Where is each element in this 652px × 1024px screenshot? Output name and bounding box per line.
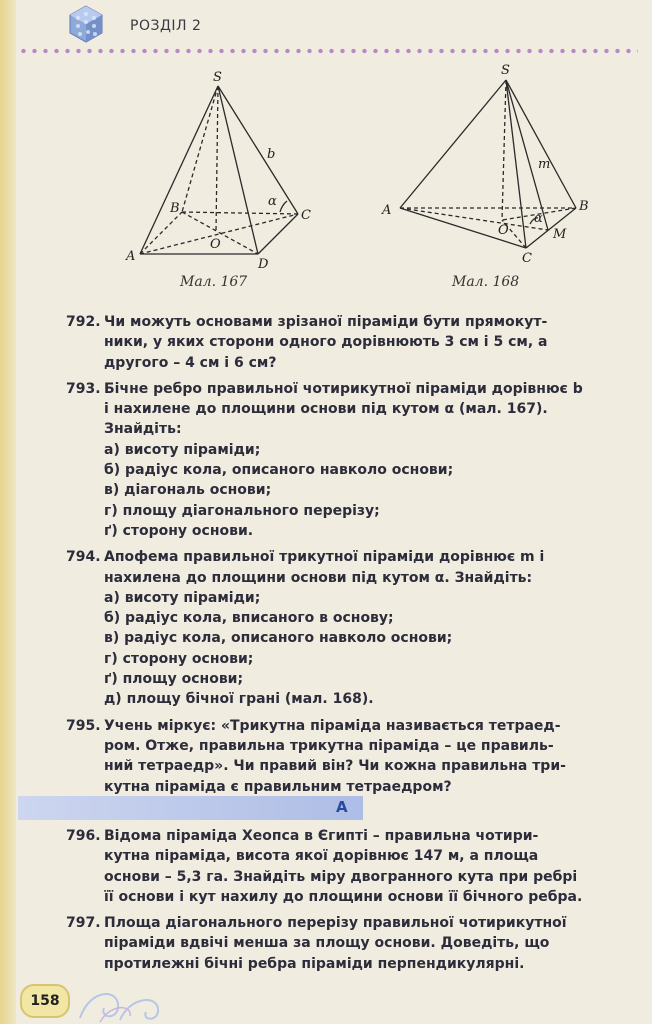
problem-text-line: Відома піраміда Хеопса в Єгипті – правильна чотири- <box>104 828 539 844</box>
fig167-label-D: D <box>258 257 269 272</box>
fig167-caption: Мал. 167 <box>180 274 248 290</box>
problem-796 <box>66 826 630 907</box>
fig168-label-alpha: α <box>534 211 543 226</box>
problem-794 <box>66 547 630 709</box>
problem-text-line: протилежні бічні ребра піраміди перпендикулярні. <box>104 955 525 972</box>
problem-number: 797. <box>66 915 101 932</box>
fig168-label-m: m <box>538 157 551 172</box>
problem-text-line: Площа діагонального перерізу правильної чотирикутної <box>104 915 567 932</box>
fig167-label-C: C <box>301 208 311 223</box>
problem-793 <box>66 379 630 541</box>
problem-text-line: піраміди вдвічі менша за площу основи. Доведіть, що <box>104 935 550 952</box>
problem-subitem: в) радіус кола, описаного навколо основи; <box>104 630 453 647</box>
problem-subitem: а) висоту піраміди; <box>104 589 261 606</box>
problem-subitem: а) висоту піраміди; <box>104 441 261 458</box>
fig168-label-C: C <box>522 251 532 266</box>
problem-text-line: і нахилене до площини основи під кутом α (мал. 167). <box>104 401 548 418</box>
figures-area <box>110 62 610 302</box>
difficulty-level-letter: А <box>336 798 348 816</box>
problem-text-line: основи – 5,3 га. Знайдіть міру двогранного кута при ребрі <box>104 868 578 885</box>
problem-number: 795. <box>66 717 101 734</box>
problem-792 <box>66 312 630 373</box>
problem-subitem: д) площу бічної грані (мал. 168). <box>104 691 374 708</box>
problem-text-line: ром. Отже, правильна трикутна піраміда – це правиль- <box>104 737 554 754</box>
difficulty-level-band <box>18 796 363 820</box>
problem-text-line: другого – 4 см і 6 см? <box>104 354 277 371</box>
crystal-logo-icon <box>66 4 106 44</box>
problem-text-line: нахилена до площини основи під кутом α. Знайдіть: <box>104 569 533 586</box>
problem-text-line: Бічне ребро правильної чотирикутної піраміди дорівнює b <box>104 380 583 397</box>
fig167-label-A: A <box>126 249 136 264</box>
page-number: 158 <box>20 984 70 1018</box>
fig168-label-M: M <box>553 227 567 242</box>
problem-text-line: Знайдіть: <box>104 421 182 438</box>
problem-subitem: ґ) площу основи; <box>104 671 244 688</box>
problem-text-line: Апофема правильної трикутної піраміди дорівнює m і <box>104 549 545 566</box>
problem-text-line: Чи можуть основами зрізаної піраміди бути прямокут- <box>104 314 548 330</box>
fig168-label-O: O <box>498 223 509 238</box>
problem-text-line: її основи і кут нахилу до площини основи її бічного ребра. <box>104 888 583 905</box>
problem-subitem: г) площу діагонального перерізу; <box>104 502 380 519</box>
fig168-label-A: A <box>382 203 392 218</box>
section-title: РОЗДІЛ 2 <box>130 18 202 34</box>
problem-subitem: ґ) сторону основи. <box>104 522 254 539</box>
problem-subitem: г) сторону основи; <box>104 650 254 667</box>
fig168-caption: Мал. 168 <box>452 274 520 290</box>
problem-number: 793. <box>66 380 101 397</box>
problem-number: 792. <box>66 314 101 330</box>
fig168-label-S: S <box>501 63 510 78</box>
problem-number: 794. <box>66 549 101 566</box>
fig167-label-O: O <box>210 237 221 252</box>
fig167-label-S: S <box>213 70 222 85</box>
problem-text-line: Учень міркує: «Трикутна піраміда називається тетраед- <box>104 717 561 734</box>
problem-list <box>66 312 630 803</box>
problem-797 <box>66 913 630 974</box>
problem-subitem: б) радіус кола, вписаного в основу; <box>104 610 394 627</box>
fig167-label-B: B <box>170 201 180 216</box>
problem-text-line: кутна піраміда є правильним тетраедром? <box>104 778 452 795</box>
problem-subitem: в) діагональ основи; <box>104 482 272 499</box>
decorative-swirl-icon <box>70 968 180 1024</box>
dotted-divider <box>18 48 638 54</box>
fig167-label-alpha: α <box>268 194 277 209</box>
problem-text-line: ний тетраедр». Чи правий він? Чи кожна правильна три- <box>104 758 566 775</box>
problem-list-level-a <box>66 826 630 980</box>
problem-795 <box>66 716 630 797</box>
problem-number: 796. <box>66 828 101 844</box>
problem-text-line: ники, у яких сторони одного дорівнюють 3 см і 5 см, а <box>104 334 548 351</box>
page-header <box>0 0 652 52</box>
figure-167 <box>140 86 298 254</box>
fig167-label-b: b <box>267 147 276 162</box>
fig168-label-B: B <box>579 199 589 214</box>
problem-text-line: кутна піраміда, висота якої дорівнює 147 м, а площа <box>104 848 539 865</box>
problem-subitem: б) радіус кола, описаного навколо основи; <box>104 462 454 479</box>
page-binding-edge <box>0 0 16 1024</box>
